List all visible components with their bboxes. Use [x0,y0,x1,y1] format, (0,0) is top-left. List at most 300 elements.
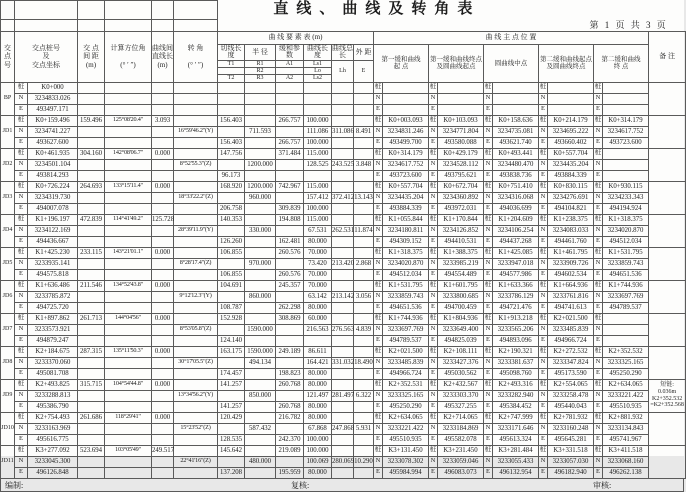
spacing [78,137,105,148]
pos-value: 3233057.030 [548,456,594,467]
deflection-angle [174,401,218,412]
pos-label: E [429,104,438,115]
curve-length: 115.000 [304,148,332,159]
table-row [1,258,686,269]
tangent: 152.928 [218,313,245,324]
symbol-blank [218,67,245,74]
deflection-angle [174,203,218,214]
pos-value: 495510.935 [603,401,649,412]
symbol-blank [276,67,304,74]
external-distance [354,346,374,357]
straight-length: 0.000 [152,148,174,159]
curve-length: 73.420 [304,258,332,269]
pos-value: 3234831.246 [383,126,429,137]
straight-length [152,126,174,137]
pos-value: 495098.760 [493,368,539,379]
table-row [1,456,686,467]
pos-label: N [484,291,493,302]
pos-value: 3233325.165 [603,357,649,368]
pos-value [493,82,539,93]
pos-label: E [594,137,603,148]
pos-value [603,82,649,93]
pos-label: 桩 [484,280,493,291]
station-coordinate: 3233045.300 [28,456,78,467]
pos-value: K0+672.704 [438,181,484,192]
pos-label: N [374,291,383,302]
pos-label: N [594,192,603,203]
pos-value: K2+021.500 [548,313,594,324]
row-label: 桩 [15,115,28,126]
corner-cell [152,20,174,32]
deflection-angle [174,247,218,258]
page-number: 第 1 页 共 3 页 [589,19,668,30]
pos-value: K0+314.179 [383,148,429,159]
pos-label: 桩 [539,379,548,390]
pos-value: 3234617.752 [383,159,429,170]
spiral-parameter: 260.768 [276,401,304,412]
pos-value: 3233947.018 [493,258,539,269]
pos-label: 桩 [429,181,438,192]
pos-value: 3234480.470 [493,159,539,170]
pos-label: E [429,137,438,148]
symbol-ls2: Ls2 [304,75,332,82]
deflection-angle [174,302,218,313]
straight-length [152,203,174,214]
pos-value: 3233427.376 [438,357,484,368]
external-distance [354,104,374,115]
intersection-id: JD4 [1,214,15,247]
curve-length: 70.000 [304,247,332,258]
external-distance [354,82,374,93]
azimuth [105,434,152,445]
curve-length: 63.142 [304,291,332,302]
external-distance: 3.848 [354,159,374,170]
spacing [78,335,105,346]
pos-value: 3233184.869 [438,423,484,434]
spiral-parameter: 309.839 [276,203,304,214]
external-distance [354,170,374,181]
pos-value: 493884.339 [548,170,594,181]
radius [245,236,276,247]
pos-value [603,313,649,324]
row-label: N [15,225,28,236]
symbol-r1: R1 [245,60,276,67]
pos-value: K1+204.609 [493,214,539,225]
curve-length: 115.000 [304,214,332,225]
pos-value: 493723.600 [383,170,429,181]
pos-label: 桩 [484,82,493,93]
station-coordinate: 493627.600 [28,137,78,148]
row-label: E [15,170,28,181]
pos-label: 桩 [594,148,603,159]
table-row [1,302,686,313]
pos-value: 494966.724 [548,335,594,346]
tangent [218,390,245,401]
radius [245,379,276,390]
pos-label: E [594,203,603,214]
pos-label: E [484,368,493,379]
spiral-parameter: 260.768 [276,379,304,390]
curve-length: 115.000 [304,181,332,192]
pos-label: 桩 [374,379,383,390]
station-coordinate: 3233573.921 [28,324,78,335]
pos-value: 3234316.068 [493,192,539,203]
station-coordinate: 495081.708 [28,368,78,379]
azimuth [105,456,152,467]
intersection-id: JD8 [1,346,15,379]
pos-label: E [484,434,493,445]
tangent [218,104,245,115]
table-row [1,247,686,258]
deflection-angle [174,170,218,181]
pos-label: N [484,456,493,467]
curve-length: 111.086 [304,126,332,137]
pos-label: N [594,357,603,368]
total-curve-length [332,280,354,291]
pos-label: 桩 [539,313,548,324]
station-coordinate: 3233163.969 [28,423,78,434]
spacing: 264.693 [78,181,105,192]
spiral-parameter: 260.576 [276,247,304,258]
straight-length: 249.517 [152,445,174,456]
pos-label: 桩 [374,247,383,258]
intersection-id: JD10 [1,412,15,445]
pos-value: K0+751.410 [493,181,539,192]
pos-value: 3233055.433 [493,456,539,467]
spacing [78,192,105,203]
spacing [78,456,105,467]
row-label: E [15,269,28,280]
pos-value: 3234276.691 [548,192,594,203]
pos-value: 3233134.843 [603,423,649,434]
table-row [1,423,686,434]
reviewed-by-label: 审核: [593,480,612,490]
header-total-curve-length: 曲线总长 [332,44,353,60]
station-coordinate: K0+000 [28,82,78,93]
curve-length: 100.000 [304,445,332,456]
total-curve-length: 311.086 [332,126,354,137]
pos-value: 3233303.370 [438,390,484,401]
curve-length: 80.000 [304,368,332,379]
pos-value: 3233325.165 [383,390,429,401]
spiral-parameter [276,423,304,434]
remark [649,82,686,115]
row-label: 桩 [15,313,28,324]
pos-label: 桩 [374,412,383,423]
pos-value: K1+055.844 [383,214,429,225]
pos-value: 496262.138 [603,467,649,478]
total-curve-length: 331.032 [332,357,354,368]
spiral-parameter: 266.757 [276,115,304,126]
pos-value: 3234360.892 [438,192,484,203]
spacing [78,423,105,434]
pos-value: K0+003.093 [383,115,429,126]
spiral-parameter [276,258,304,269]
radius [245,368,276,379]
spacing [78,368,105,379]
total-curve-length [332,104,354,115]
pos-label: N [429,291,438,302]
pos-value: 495440.043 [548,401,594,412]
spiral-parameter [276,192,304,203]
pos-value: 3233258.478 [548,390,594,401]
pos-value: K0+158.636 [493,115,539,126]
pos-label: 桩 [484,445,493,456]
curve-length: 80.000 [304,401,332,412]
table-row [1,236,686,247]
row-label: N [15,159,28,170]
radius [245,93,276,104]
straight-length: 125.728 [152,214,174,225]
azimuth: 143°21'01.1" [105,247,152,258]
pos-label: E [484,335,493,346]
table-row [1,390,686,401]
pos-label: N [594,291,603,302]
pos-value: K2+634.065 [603,379,649,390]
pos-label: N [594,159,603,170]
curve-length: 67.531 [304,225,332,236]
spacing [78,291,105,302]
deflection-angle [174,335,218,346]
pos-value: 495582.078 [438,434,484,445]
pos-value: K0+557.704 [548,148,594,159]
external-distance [354,115,374,126]
curve-length [304,170,332,181]
total-curve-length [332,93,354,104]
pos-label: 桩 [429,280,438,291]
pos-label: N [429,126,438,137]
curve-length: 67.868 [304,423,332,434]
pos-label: E [374,137,383,148]
table-row [1,170,686,181]
radius: 1200.000 [245,181,276,192]
pos-value: 3234695.222 [548,126,594,137]
azimuth [105,291,152,302]
table-row [1,467,686,478]
pos-value: 493723.600 [603,137,649,148]
corner-cell [174,1,218,20]
azimuth [105,82,152,93]
spiral-parameter [276,357,304,368]
tangent: 168.920 [218,181,245,192]
pos-value: 3234106.254 [493,225,539,236]
straight-length [152,335,174,346]
spacing: 315.715 [78,379,105,390]
spiral-parameter [276,324,304,335]
table-row [1,445,686,456]
pos-value: 3233171.646 [493,423,539,434]
pos-value: K0+103.093 [438,115,484,126]
pos-value: 494410.531 [438,236,484,247]
external-distance [354,434,374,445]
pos-value: K1+804.936 [438,313,484,324]
pos-value: 495510.935 [383,434,429,445]
tangent: 141.257 [218,401,245,412]
pos-label: N [484,126,493,137]
pos-label: E [374,269,383,280]
row-label: E [15,137,28,148]
pos-value: K0+557.704 [383,181,429,192]
deflection-angle [174,346,218,357]
pos-value: 493621.740 [493,137,539,148]
pos-label: 桩 [484,214,493,225]
pos-label: N [429,192,438,203]
pos-value: 495741.967 [603,434,649,445]
pos-label: 桩 [594,313,603,324]
pos-value: 493660.402 [548,137,594,148]
pos-value: 495173.590 [548,368,594,379]
total-curve-length [332,137,354,148]
pos-value: K2+554.065 [548,379,594,390]
header-curve-elements-group: 曲 线 要 素 表 (m) [218,32,374,45]
pos-value: 3233221.422 [603,390,649,401]
pos-value: 494893.096 [493,335,539,346]
pos-label: 桩 [374,313,383,324]
deflection-angle [174,148,218,159]
pos-value: 3233761.816 [548,291,594,302]
deflection-angle: 18°33'22.2"(Z) [174,192,218,203]
pos-label: E [429,203,438,214]
straight-length: 0.000 [152,346,174,357]
row-label: E [15,467,28,478]
station-coordinate: K0+726.224 [28,181,78,192]
pos-value: 3234735.081 [493,126,539,137]
spacing [78,467,105,478]
azimuth [105,93,152,104]
external-distance [354,467,374,478]
tangent [218,423,245,434]
tangent: 96.173 [218,170,245,181]
external-distance: 8.491 [354,126,374,137]
tangent: 104.691 [218,280,245,291]
row-label: E [15,302,28,313]
pos-value: K1+238.375 [548,214,594,225]
total-curve-length: 213.142 [332,291,354,302]
pos-value: 3233485.839 [383,357,429,368]
header-curve-positions-group: 曲 线 主 点 位 置 [374,32,649,45]
radius [245,335,276,346]
total-curve-length [332,379,354,390]
azimuth [105,225,152,236]
tangent: 141.257 [218,379,245,390]
pos-label: E [429,401,438,412]
spacing: 523.694 [78,445,105,456]
pos-value: 3234233.343 [603,192,649,203]
pos-label: 桩 [484,148,493,159]
external-distance: 6.322 [354,390,374,401]
tangent: 145.642 [218,445,245,456]
tangent [218,192,245,203]
header-straight-length: 曲线间 直线长 (m) [152,32,174,83]
straight-length [152,137,174,148]
pos-value [603,93,649,104]
pos-label: E [539,170,548,181]
row-label: E [15,203,28,214]
spiral-parameter: 198.823 [276,368,304,379]
deflection-angle: 30°17'05.5"(Z) [174,357,218,368]
pos-label: 桩 [484,412,493,423]
header-circular-curve-middle: 圆曲线中点 [484,45,539,83]
pos-value [603,324,649,335]
pos-value: 493972.031 [438,203,484,214]
pos-value: 3234083.033 [548,225,594,236]
pos-label: 桩 [484,313,493,324]
pos-label: E [484,203,493,214]
pos-value: 494104.821 [548,203,594,214]
tangent [218,159,245,170]
spiral-parameter [276,225,304,236]
tangent [218,324,245,335]
table-row [1,137,686,148]
pos-label: E [484,170,493,181]
pos-label: N [484,324,493,335]
external-distance [354,137,374,148]
spiral-parameter: 266.757 [276,137,304,148]
pos-value: 3233068.160 [603,456,649,467]
pos-label: 桩 [484,247,493,258]
spiral-parameter: 371.484 [276,148,304,159]
pos-label: E [374,401,383,412]
station-coordinate: 493814.293 [28,170,78,181]
curve-length: 100.000 [304,115,332,126]
pos-label: E [594,335,603,346]
pos-value: 3233985.219 [438,258,484,269]
spiral-parameter: 162.481 [276,236,304,247]
pos-label: N [539,225,548,236]
radius: 970.000 [245,258,276,269]
pos-label: E [484,467,493,478]
pos-value: 493838.736 [493,170,539,181]
pos-label: E [539,335,548,346]
pos-label: N [429,456,438,467]
external-distance: 18.490 [354,357,374,368]
station-coordinate: 494725.720 [28,302,78,313]
deflection-angle: 22°41'16"(Z) [174,456,218,467]
pos-value: 3233859.743 [603,258,649,269]
total-curve-length [332,368,354,379]
azimuth [105,104,152,115]
external-distance [354,269,374,280]
pos-value: 496182.940 [548,467,594,478]
spacing [78,258,105,269]
table-row [1,335,686,346]
total-curve-length [332,247,354,258]
radius [245,412,276,423]
table-row [1,412,686,423]
pos-value: K2+634.065 [383,412,429,423]
row-label: 桩 [15,181,28,192]
pos-label: 桩 [374,82,383,93]
pos-label: 桩 [374,214,383,225]
tangent: 128.535 [218,434,245,445]
pos-label: N [539,159,548,170]
spacing: 159.496 [78,115,105,126]
pos-value: 493884.339 [383,203,429,214]
pos-label: 桩 [539,280,548,291]
tangent [218,258,245,269]
pos-label: 桩 [594,115,603,126]
pos-label: E [374,434,383,445]
azimuth: 144°04'56" [105,313,152,324]
total-curve-length: 281.497 [332,390,354,401]
straight-length [152,236,174,247]
pos-label: 桩 [539,181,548,192]
pos-value: 3233786.129 [493,291,539,302]
pos-value: 495384.452 [493,401,539,412]
pos-label: E [429,269,438,280]
total-curve-length: 276.563 [332,324,354,335]
azimuth [105,170,152,181]
